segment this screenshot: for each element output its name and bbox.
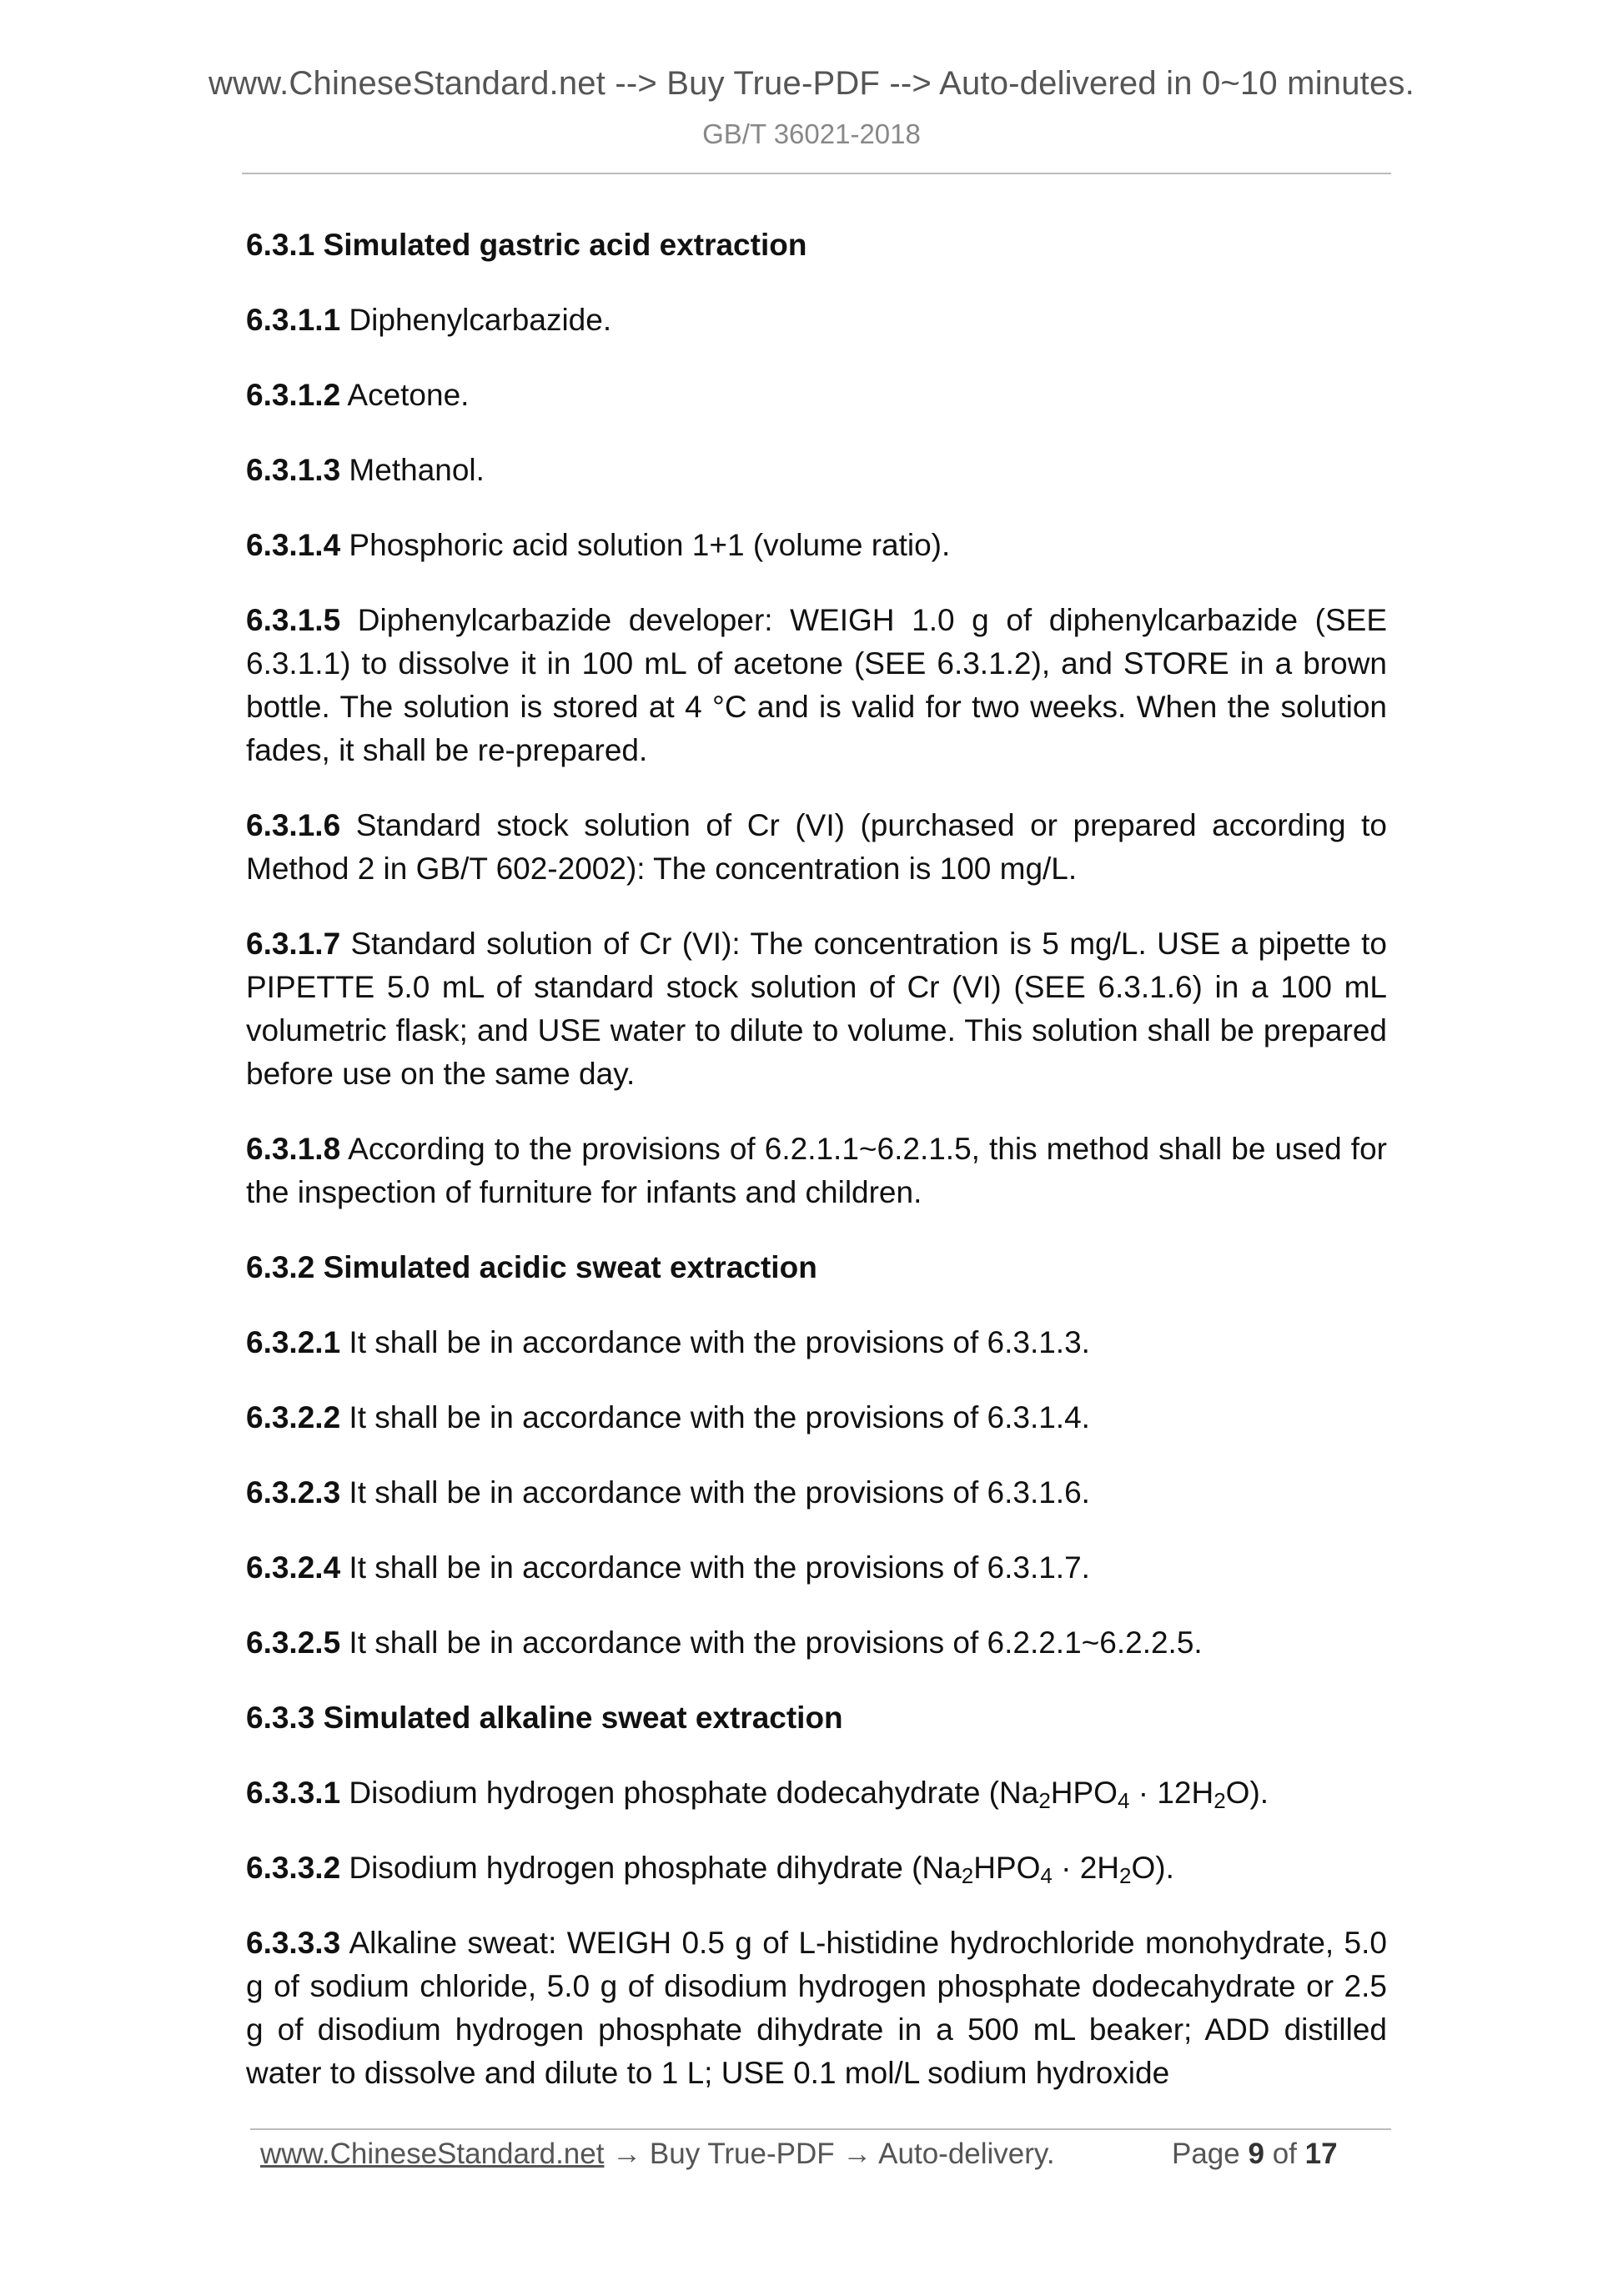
clause-6-3-2-5 [246,1621,1387,1665]
clause-text: · 12H [1129,1776,1214,1810]
subscript: 2 [961,1863,974,1888]
clause-text: It shall be in accordance with the provisions of 6.3.1.3. [340,1325,1090,1359]
subscript: 2 [1119,1863,1132,1888]
clause-6-3-1-2 [246,374,1387,417]
section-heading-6-3-3: 6.3.3 Simulated alkaline sweat extraction [246,1701,843,1735]
clause-text: Alkaline sweat: WEIGH 0.5 g of L-histidine hydrochloride monohydrate, 5.0 g of sodium chloride, 5.0 g of disodium hydrogen phosphate dodecahydrate or 2.5 g of disodium hydrogen phosphate dihydrate in a 500 mL beaker; ADD distilled water to dissolve and dilute to 1 L; USE 0.1 mol/L sodium hydroxide [246,1926,1387,2090]
standard-number: GB/T 36021-2018 [702,118,921,149]
clause-text: Disodium hydrogen phosphate dodecahydrate (Na [340,1776,1039,1810]
clause-number: 6.3.1.6 [246,808,341,842]
subscript: 2 [1038,1788,1051,1813]
clause-number: 6.3.1.5 [246,603,341,637]
clause-text: Methanol. [340,453,485,487]
clause-number: 6.3.1.1 [246,303,341,337]
clause-text: Standard solution of Cr (VI): The concentration is 5 mg/L. USE a pipette to PIPETTE 5.0 mL of standard stock solution of Cr (VI) (SEE 6.3.1.6) in a 100 mL volumetric flask; and USE water to dilute to volume. This solution shall be prepared before use on the same day. [246,927,1387,1091]
clause-6-3-1-1 [246,299,1387,342]
footer-tagline: → Buy True-PDF → Auto-delivery. [604,2138,1055,2170]
subscript: 4 [1117,1788,1130,1813]
subscript: 2 [1213,1788,1226,1813]
clause-text: Diphenylcarbazide developer: WEIGH 1.0 g of diphenylcarbazide (SEE 6.3.1.1) to dissolve it in 100 mL of acetone (SEE 6.3.1.2), and STORE in a brown bottle. The solution is stored at 4 °C and is valid for two weeks. When the solution fades, it shall be re-prepared. [246,603,1387,767]
clause-text: HPO [1050,1776,1118,1810]
clause-number: 6.3.2.3 [246,1475,341,1510]
clause-text: O). [1225,1776,1269,1810]
clause-number: 6.3.3.2 [246,1851,341,1885]
clause-number: 6.3.3.3 [246,1926,341,1960]
clause-6-3-1-6 [246,804,1387,891]
clause-text: Phosphoric acid solution 1+1 (volume ratio). [340,528,951,562]
clause-text: Acetone. [340,378,470,412]
page-indicator [1172,2138,1338,2171]
clause-6-3-1-8 [246,1128,1387,1214]
clause-6-3-1-3 [246,449,1387,492]
clause-number: 6.3.1.2 [246,378,341,412]
clause-number: 6.3.1.3 [246,453,341,487]
clause-number: 6.3.2.4 [246,1550,341,1585]
document-body [246,224,1387,2127]
clause-6-3-3-2 [246,1846,1387,1890]
clause-text: It shall be in accordance with the provisions of 6.3.1.4. [340,1400,1090,1434]
clause-text: HPO [973,1851,1041,1885]
footer-divider [250,2128,1391,2130]
of-label: of [1272,2138,1297,2170]
clause-6-3-3-3 [246,1922,1387,2095]
clause-number: 6.3.2.1 [246,1325,341,1359]
footer-left [260,2138,1055,2171]
header-banner: www.ChineseStandard.net --> Buy True-PDF --> Auto-delivered in 0~10 minutes. [209,65,1414,102]
clause-text: Disodium hydrogen phosphate dihydrate (Na [340,1851,962,1885]
clause-number: 6.3.3.1 [246,1776,341,1810]
clause-6-3-2-4 [246,1546,1387,1590]
header-divider [242,173,1391,174]
clause-6-3-3-1 [246,1771,1387,1815]
page-number: 9 [1248,2138,1264,2170]
clause-number: 6.3.2.2 [246,1400,341,1434]
section-heading-6-3-1: 6.3.1 Simulated gastric acid extraction [246,228,807,262]
footer-site-link[interactable]: www.ChineseStandard.net [260,2138,605,2170]
clause-6-3-1-7 [246,922,1387,1096]
clause-6-3-2-2 [246,1396,1387,1439]
clause-text: It shall be in accordance with the provisions of 6.3.1.6. [340,1475,1090,1510]
clause-6-3-1-5 [246,599,1387,772]
clause-number: 6.3.1.7 [246,927,341,961]
clause-text: Diphenylcarbazide. [340,303,612,337]
clause-text: O). [1131,1851,1174,1885]
clause-number: 6.3.2.5 [246,1625,341,1660]
clause-number: 6.3.1.4 [246,528,341,562]
clause-text: According to the provisions of 6.2.1.1~6.2.1.5, this method shall be used for the inspection of furniture for infants and children. [246,1132,1387,1209]
section-heading-6-3-2: 6.3.2 Simulated acidic sweat extraction [246,1250,817,1284]
subscript: 4 [1040,1863,1053,1888]
page-label: Page [1172,2138,1240,2170]
clause-text: It shall be in accordance with the provisions of 6.3.1.7. [340,1550,1090,1585]
clause-6-3-2-1 [246,1321,1387,1364]
page-total: 17 [1304,2138,1338,2170]
clause-6-3-1-4 [246,524,1387,567]
clause-text: It shall be in accordance with the provisions of 6.2.2.1~6.2.2.5. [340,1625,1203,1660]
clause-6-3-2-3 [246,1471,1387,1515]
clause-number: 6.3.1.8 [246,1132,341,1166]
clause-text: Standard stock solution of Cr (VI) (purchased or prepared according to Method 2 in GB/T 602-2002): The concentration is 100 mg/L. [246,808,1387,886]
clause-text: · 2H [1052,1851,1120,1885]
